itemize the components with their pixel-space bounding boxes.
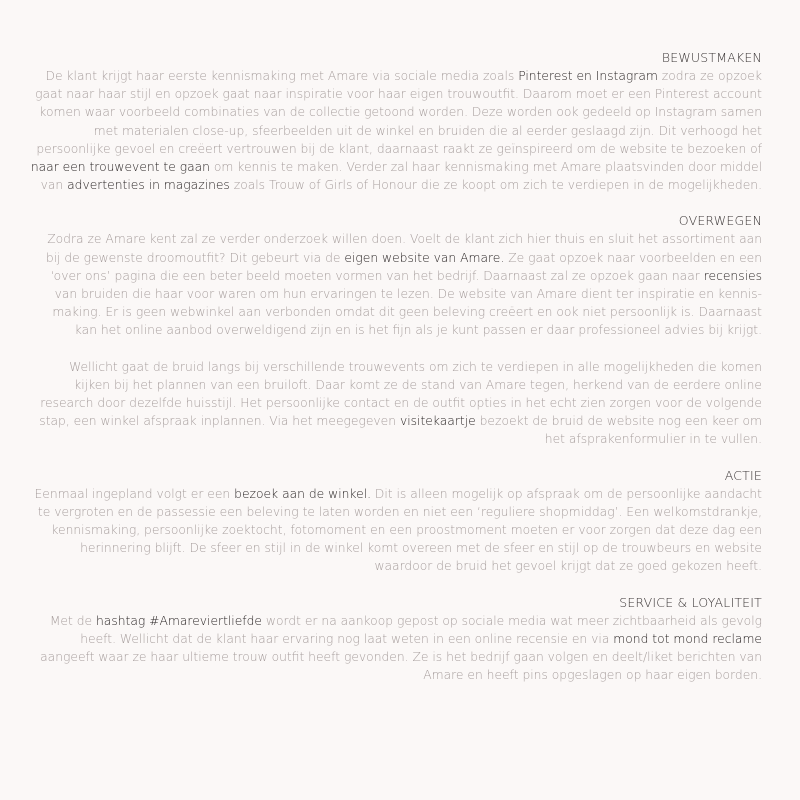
- paragraph-text: aangeeft waar ze haar ultieme trouw outfit heeft gevonden. Ze is het bedrijf gaan volgen en deelt/liket berichten van Amare en heeft pins opgeslagen op haar eigen borden.: [40, 650, 762, 683]
- paragraph-text: bezoekt de bruid de website nog een keer om het afsprakenformulier in te vullen.: [475, 414, 762, 447]
- paragraph-text: De klant krijgt haar eerste kennismaking met Amare via sociale media zoals: [45, 69, 519, 83]
- section-heading: ACTIE: [724, 467, 762, 483]
- paragraph-text: Met de: [49, 613, 96, 628]
- paragraph-text: wordt er na aankoop gepost op sociale media wat meer zichtbaarheid als gevolg heeft. Wellicht dat de klant haar ervaring nog laat weten in een online recensie en via: [80, 613, 762, 646]
- section-heading: SERVICE & LOYALITEIT: [619, 594, 762, 610]
- highlight-text: recensies: [703, 268, 762, 283]
- paragraph-text: Dit is alleen mogelijk op afspraak om de persoonlijke aandacht te vergroten en de passessie een beleving te laten worden en niet een ‘reguliere shopmiddag’. Een welkomstdrankje, kennismaking, persoonlijke zoektocht, fotomoment en een proostmoment moeten er voor zorgen dat deze dag een herinnering blijft. De sfeer en stijl in de winkel komt overeen met de sfeer en stijl op de trouwbeurs en website waardoor de bruid het gevoel krijgt dat ze goed gekozen heeft.: [37, 486, 762, 574]
- section-heading: OVERWEGEN: [678, 213, 762, 229]
- highlight-text: advertenties in magazines: [67, 178, 230, 193]
- document-page: [30, 49, 762, 684]
- paragraph-text: van bruiden die haar voor waren om hun ervaringen te lezen. De website van Amare dient ter inspiratie en kennis-making. Er is geen webwinkel aan verbonden omdat dit geen beleving creëert en ook niet persoonlijk is. Daarnaast kan het online aanbod overweldigend zijn en is het fijn als je kunt passen er daar professioneel advies bij krijgt.: [52, 287, 762, 338]
- section-heading: BEWUSTMAKEN: [661, 50, 762, 65]
- section-paragraph: [30, 230, 762, 339]
- paragraph-text: om kennis te maken. Verder zal haar kennismaking met Amare plaatsvinden door middel van: [40, 160, 762, 193]
- highlight-text: naar een trouwevent te gaan: [30, 160, 210, 175]
- paragraph-text: Ze gaat opzoek naar voorbeelden en een ‘over ons’ pagina die een beter beeld moeten vormen van het bedrijf. Daarnaast zal ze opzoek gaan naar: [50, 250, 762, 283]
- highlight-text: mond tot mond reclame: [613, 631, 762, 646]
- paragraph-text: Zodra ze Amare kent zal ze verder onderzoek willen doen. Voelt de klant zich hier thuis en sluit het assortiment aan bij de gewenste droomoutfit? Dit gebeurt via de: [45, 232, 762, 265]
- section-paragraph: [30, 485, 762, 576]
- section-bewustmaken: [30, 49, 762, 194]
- paragraph-text: zoals Trouw of Girls of Honour die ze koopt om zich te verdiepen in de mogelijkheden.: [229, 178, 762, 193]
- paragraph-text: zodra ze opzoek gaat naar haar stijl en opzoek gaat naar inspiratie voor haar eigen trouwoutfit. Daarom moet er een Pinterest account komen waar voorbeeld combinaties van de collectie getoond worden. Deze worden ook gedeeld op Instagram samen met materialen close-up, sfeerbeelden uit de winkel en bruiden die al eerder geslaagd zijn. Dit verhoogd het persoonlijke gevoel en creëert vertrouwen bij de klant, daarnaast raakt ze geïnspireerd om de website te bezoeken of: [35, 69, 762, 156]
- paragraph-text: Eenmaal ingepland volgt er een: [34, 486, 235, 501]
- highlight-text: eigen website van Amare.: [344, 250, 505, 265]
- section-paragraph: [30, 67, 762, 194]
- highlight-text: Pinterest en Instagram: [518, 69, 658, 83]
- highlight-text: hashtag #Amareviertliefde: [96, 613, 262, 628]
- section-service-loyaliteit: [30, 594, 762, 685]
- section-actie: [30, 467, 762, 576]
- highlight-text: bezoek aan de winkel.: [234, 486, 371, 501]
- paragraph-text: Wellicht gaat de bruid langs bij verschillende trouwevents om zich te verdiepen in alle mogelijkheden die komen kijken bij het plannen van een bruiloft. Daar komt ze de stand van Amare tegen, herkend van de eerdere online research door dezelfde huisstijl. Het persoonlijke contact en de outfit opties in het echt zien zorgen voor de volgende stap, een winkel afspraak inplannen. Via het meegegeven: [39, 359, 762, 429]
- section-overwegen: [30, 212, 762, 448]
- highlight-text: visitekaartje: [399, 414, 476, 429]
- section-paragraph: [30, 358, 762, 449]
- section-paragraph: [30, 612, 762, 685]
